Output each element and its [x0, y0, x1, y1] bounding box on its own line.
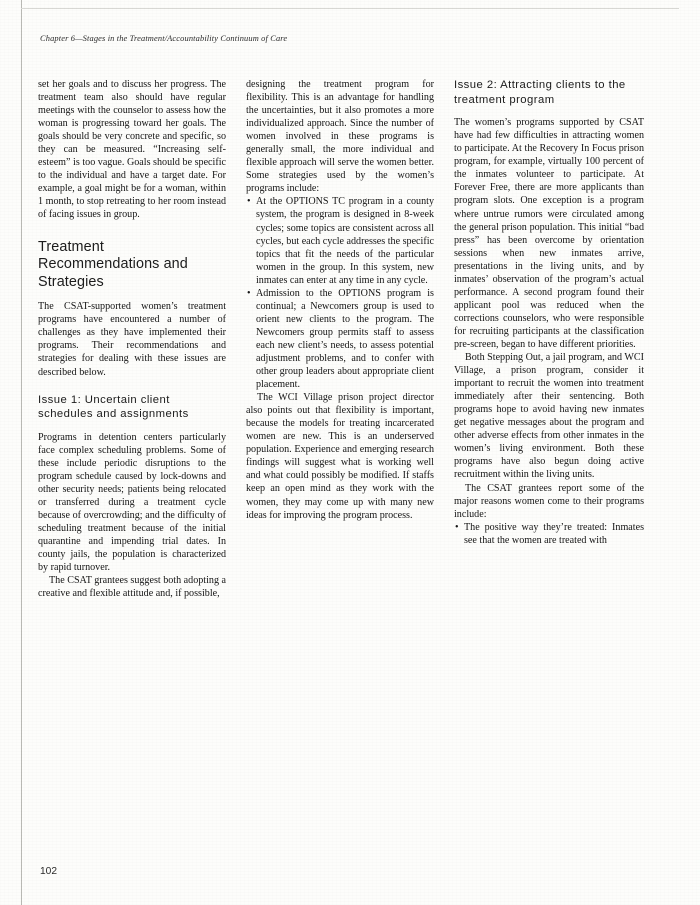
issue-2-paragraph-2: Both Stepping Out, a jail program, and WCI Village, a prison program, consider it important to recruit the women into treatment immediately after their sentencing. Both programs hope to avoid having new inmates get negative messages about the program and other adverse effects from other inmates in the women’s living environment. Both these programs have also begun doing active recruitment within the living units.	[454, 352, 644, 481]
column-two	[246, 78, 434, 838]
list-item-text: At the OPTIONS TC program in a county system, the program is designed in 8-week cycles; some topics are consistent across all cycles, but each cycle addresses the specific topics that fit the needs of the particular women in the group. In this system, new inmates can enter at any time in any cycle.	[256, 196, 434, 286]
issue-1-heading: Issue 1: Uncertain client schedules and assignments	[38, 393, 189, 421]
issue-1-paragraph-2: The CSAT grantees suggest both adopting a creative and flexible attitude and, if possible,	[38, 575, 226, 600]
issue-2-paragraph-3: The CSAT grantees report some of the major reasons women come to their programs include:	[454, 482, 644, 520]
column-three	[454, 78, 644, 838]
list-item	[246, 287, 434, 391]
bullet-icon: •	[455, 521, 459, 533]
reasons-bullet-list	[454, 521, 644, 547]
bullet-icon: •	[247, 196, 251, 208]
list-item-text: Admission to the OPTIONS program is continual; a Newcomers group is used to orient new clients to the program. The Newcomers group permits staff to assess each new client’s needs, to assess potential adjustment problems, and to confer with other group leaders about appropriate client placement.	[256, 287, 434, 391]
three-column-text-body	[38, 78, 644, 838]
column-one	[38, 78, 226, 838]
list-item	[454, 521, 644, 547]
list-item-text: The positive way they’re treated: Inmates see that the women are treated with	[464, 521, 644, 546]
scan-edge-top	[21, 8, 679, 9]
section-intro-paragraph: The CSAT-supported women’s treatment programs have encountered a number of challenges as they have implemented their programs. Their recommendations and strategies for dealing with these issues are described below.	[38, 301, 226, 378]
page-number: 102	[40, 866, 57, 877]
list-item	[246, 195, 434, 286]
column-two-paragraph-2: The WCI Village prison project director also points out that flexibility is important, because the models for treating incarcerated women are new. This is an underserved population. Experience and emerging research findings will suggest what is working well and what could possibly be modified. If staffs keep an open mind as they work with the women, they may come up with many new ideas for improving the program process.	[246, 392, 434, 521]
paragraph-continued: set her goals and to discuss her progress. The treatment team also should have regular meetings with the counselor to assess how the woman is progressing toward her goals. The goals should be very concrete and specific, so they can be measured. “Increasing self-esteem” is too vague. Goals should be specific to the individual and have a target date. For example, a goal might be for a woman, within 1 month, to stop retreating to her room instead of facing issues in group.	[38, 79, 226, 221]
issue-1-paragraph-1: Programs in detention centers particularly face complex scheduling problems. Some of these include periodic disruptions to the program schedule caused by lock-downs and other security needs; patients being relocated or transferred during a treatment cycle because of overcrowding; and the difficulty of scheduling treatment because of the initial quarantine and impending trial dates. In county jails, the population is characterized by rapid turnover.	[38, 431, 226, 574]
issue-2-heading: Issue 2: Attracting clients to the treatment program	[454, 79, 626, 106]
section-heading-treatment-recommendations: Treatment Recommendations and Strategies	[38, 238, 188, 290]
scan-edge-left	[21, 0, 22, 905]
running-header: Chapter 6—Stages in the Treatment/Accountability Continuum of Care	[40, 34, 288, 43]
bullet-icon: •	[247, 287, 251, 299]
issue-2-paragraph-1: The women’s programs supported by CSAT have had few difficulties in attracting women to participate. At the Recovery In Focus prison program, for example, virtually 100 percent of the inmates volunteer to participate. At Forever Free, there are more applicants than program slots. One exception is a program where untrue rumors were circulated among the general prison population. This initial “bad press” has been overcome by orientation sessions when new inmates arrive, presentations in the living units, and by inmates’ observation of the program’s actual performance. A second program found their applicant pool was reduced when the corrections counselors, who were responsible for recruiting participants at the classification pre-screen, began to have different priorities.	[454, 117, 644, 350]
strategies-bullet-list	[246, 195, 434, 391]
column-two-paragraph-1: designing the treatment program for flexibility. This is an advantage for handling the uncertainties, but it also promotes a more individualized approach. Since the number of women involved in these programs is generally small, the more individual and flexible approach will serve the women better. Some strategies used by the women’s programs include:	[246, 79, 434, 195]
